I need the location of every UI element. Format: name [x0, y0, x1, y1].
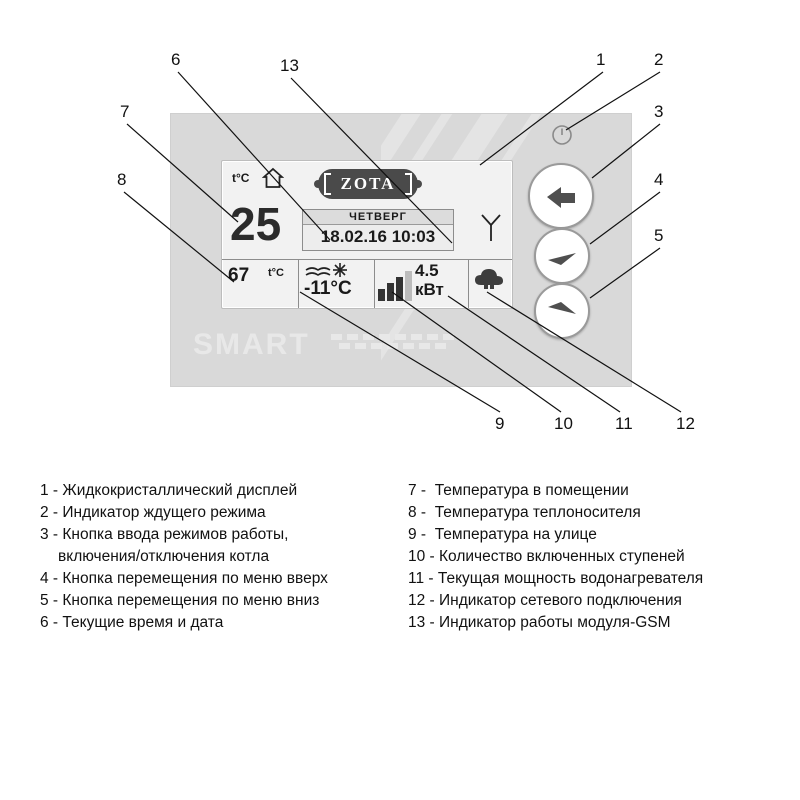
legend-item: 13 - Индикатор работы модуля-GSM	[408, 614, 671, 631]
lcd-display	[221, 160, 513, 309]
cloud-snow-sun-icon	[304, 261, 366, 279]
home-icon	[262, 167, 284, 189]
coolant-temp-unit-label: t°C	[268, 267, 285, 279]
legend-item: 3 - Кнопка ввода режимов работы,	[40, 526, 289, 543]
down-button[interactable]	[534, 283, 590, 339]
up-button[interactable]	[534, 228, 590, 284]
coolant-temperature-value: 67	[228, 265, 250, 286]
legend-item: включения/отключения котла	[58, 548, 270, 565]
network-cloud-icon	[474, 267, 504, 291]
callout-11: 11	[615, 414, 633, 433]
legend-item: 2 - Индикатор ждущего режима	[40, 504, 266, 521]
standby-indicator-icon	[551, 124, 573, 146]
callout-10: 10	[554, 414, 573, 433]
outside-temperature-value: -11°C	[304, 278, 352, 299]
callout-9: 9	[495, 414, 505, 433]
zota-logo-text: ZOTA	[340, 174, 396, 193]
callout-8: 8	[117, 170, 127, 189]
decor-dots	[331, 334, 467, 350]
zota-logo	[318, 169, 418, 199]
gsm-antenna-icon	[478, 213, 504, 243]
callout-4: 4	[654, 170, 664, 189]
callout-13: 13	[280, 56, 299, 75]
callout-5: 5	[654, 226, 664, 245]
callout-12: 12	[676, 414, 695, 433]
date-time-value: 18.02.16 10:03	[320, 227, 436, 246]
room-temperature-value: 25	[230, 198, 282, 250]
callout-3: 3	[654, 102, 664, 121]
legend-item: 1 - Жидкокристаллический дисплей	[40, 482, 298, 499]
legend-item: 11 - Текущая мощность водонагревателя	[408, 570, 704, 587]
legend-column-left	[40, 480, 400, 634]
enter-button[interactable]	[528, 163, 594, 229]
day-of-week: ЧЕТВЕРГ	[303, 210, 453, 225]
legend-item: 6 - Текущие время и дата	[40, 614, 224, 631]
callout-7: 7	[120, 102, 130, 121]
legend-item: 5 - Кнопка перемещения по меню вниз	[40, 592, 320, 609]
legend-item: 12 - Индикатор сетевого подключения	[408, 592, 682, 609]
brand-smart-text: SMART	[193, 328, 310, 361]
lcd-divider-v2	[374, 259, 375, 308]
power-value: 4.5	[415, 261, 439, 280]
callout-6: 6	[171, 50, 181, 69]
datetime-box	[302, 209, 454, 251]
legend-item: 7 - Температура в помещении	[408, 482, 629, 499]
bar-stages-icon	[378, 271, 412, 301]
legend-item: 8 - Температура теплоносителя	[408, 504, 641, 521]
room-temp-unit-label: t°C	[232, 171, 250, 185]
legend-column-right	[408, 480, 788, 634]
lcd-divider-v3	[468, 259, 469, 308]
power-unit: кВт	[415, 280, 444, 299]
callout-2: 2	[654, 50, 664, 69]
legend-item: 9 - Температура на улице	[408, 526, 597, 543]
legend-item: 10 - Количество включенных ступеней	[408, 548, 685, 565]
callout-1: 1	[596, 50, 606, 69]
lcd-divider-v1	[298, 259, 299, 308]
legend-item: 4 - Кнопка перемещения по меню вверх	[40, 570, 328, 587]
